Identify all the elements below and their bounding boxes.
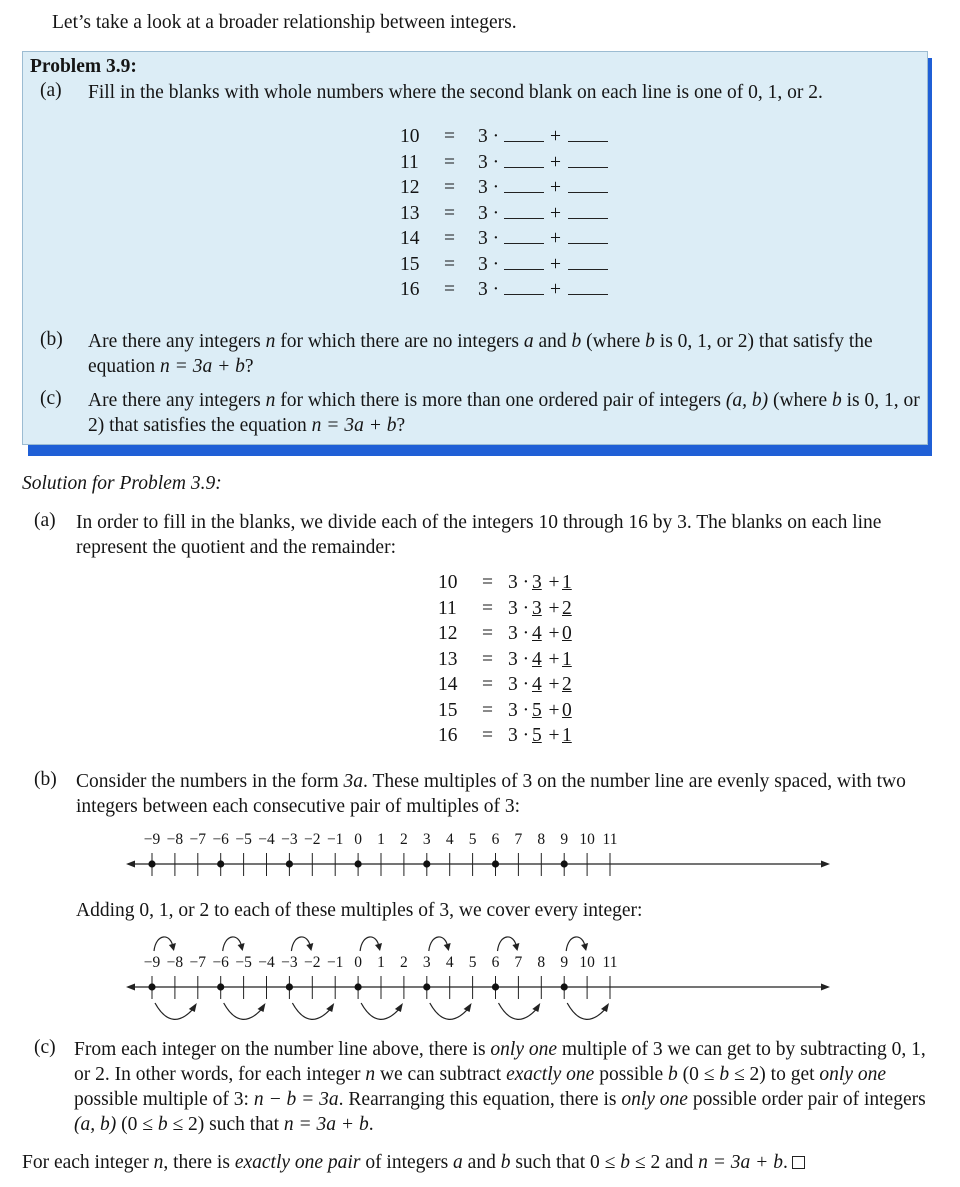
tick-label: −4	[258, 831, 275, 848]
solution-part-b	[34, 769, 944, 819]
add-one-arc	[498, 937, 517, 951]
tick-label: −5	[235, 831, 252, 848]
qed-square-icon	[792, 1156, 805, 1169]
tick-label: 6	[491, 831, 500, 848]
part-text: Are there any integers n for which there is more than one ordered pair of integers (a, b) (where b is 0, 1, or 2) that satisfies the equation n = 3a + b?	[88, 390, 920, 436]
remainder-blank[interactable]	[568, 253, 608, 270]
add-one-arc	[291, 937, 310, 951]
equation-row	[400, 226, 608, 252]
multiple-dot	[217, 860, 224, 867]
equals-sign: =	[482, 648, 493, 670]
multiple-dot	[148, 983, 155, 990]
part-text: From each integer on the number line above, there is only one multiple of 3 we can get to by subtracting 0, 1, or 2. In other words, for each integer n we can subtract exactly one possible b (0 ≤ b ≤ 2) to get only one possible multiple of 3: n − b = 3a. Rearranging this equation, there is only one possible order pair of integers (a, b) (0 ≤ b ≤ 2) such that n = 3a + b.	[74, 1039, 926, 1135]
problem-part-a	[40, 80, 920, 105]
tick-label: 1	[377, 954, 385, 971]
remainder: 0	[562, 699, 572, 721]
add-one-arc	[429, 937, 448, 951]
tick-label: −8	[166, 831, 184, 848]
plus-sign: +	[550, 126, 561, 147]
problem-part-c	[40, 388, 920, 438]
dividend: 12	[400, 177, 420, 198]
tick-label: −3	[281, 831, 298, 848]
add-two-arc	[155, 1003, 195, 1019]
remainder-blank[interactable]	[568, 151, 608, 168]
dividend: 13	[400, 202, 420, 224]
part-label: (c)	[34, 1037, 56, 1058]
multiple-dot	[492, 983, 499, 990]
add-one-arc	[223, 937, 242, 951]
arrowhead-icon	[169, 943, 176, 951]
part-text: Are there any integers n for which there are no integers a and b (where b is 0, 1, or 2) that satisfy the equation n = 3a + b?	[88, 331, 873, 377]
arrowhead-icon	[189, 1003, 197, 1012]
tick-label: 0	[354, 831, 362, 848]
equals-sign: =	[482, 597, 493, 619]
plus-sign: +	[548, 699, 560, 721]
equals-sign: =	[482, 623, 493, 644]
tick-label: −8	[166, 954, 184, 971]
tick-label: 2	[400, 954, 408, 971]
tick-label: −9	[143, 831, 161, 848]
dividend: 10	[400, 126, 420, 147]
quotient: 5	[532, 725, 542, 746]
plus-sign: +	[550, 228, 561, 249]
multiple-dot	[561, 983, 568, 990]
times-three: 3 ·	[478, 202, 500, 224]
multiple-dot	[286, 860, 293, 867]
equation-row	[400, 124, 608, 150]
dividend: 12	[438, 623, 458, 644]
dividend: 10	[438, 572, 458, 593]
tick-label: 2	[400, 831, 408, 848]
blank-equation-table	[400, 124, 608, 303]
add-two-arc	[499, 1003, 539, 1019]
dividend: 11	[400, 151, 419, 173]
tick-label: −1	[326, 831, 344, 848]
part-text: In order to fill in the blanks, we divide each of the integers 10 through 16 by 3. The blanks on each line represent the quotient and the remainder:	[76, 512, 882, 558]
plus-sign: +	[548, 572, 560, 593]
dividend: 14	[400, 228, 420, 249]
equals-sign: =	[482, 572, 493, 593]
left-arrow-icon	[126, 984, 135, 991]
equals-sign: =	[444, 151, 455, 173]
part-text: Consider the numbers in the form 3a. These multiples of 3 on the number line are evenly spaced, with two integers between each consecutive pair of multiples of 3:	[76, 771, 906, 817]
times-three: 3 ·	[508, 699, 530, 721]
part-text: Fill in the blanks with whole numbers where the second blank on each line is one of 0, 1, or 2.	[88, 82, 823, 103]
times-three: 3 ·	[508, 572, 530, 593]
arrowhead-icon	[512, 943, 519, 951]
dividend: 13	[438, 648, 458, 670]
solution-part-a	[34, 510, 944, 560]
solution-row	[438, 621, 572, 647]
plus-sign: +	[548, 623, 560, 644]
right-arrow-icon	[821, 984, 830, 991]
quotient: 3	[532, 572, 542, 593]
multiple-dot	[286, 983, 293, 990]
plus-sign: +	[548, 674, 560, 695]
multiple-dot	[423, 860, 430, 867]
times-three: 3 ·	[508, 623, 530, 644]
times-three: 3 ·	[478, 228, 500, 249]
add-two-arc	[361, 1003, 401, 1019]
solution-row	[438, 647, 572, 673]
solution-row	[438, 723, 572, 749]
tick-label: −7	[189, 831, 207, 848]
equation-row	[400, 150, 608, 176]
dividend: 11	[438, 597, 457, 619]
remainder-blank[interactable]	[568, 202, 608, 219]
equals-sign: =	[444, 126, 455, 147]
equals-sign: =	[444, 228, 455, 249]
arrowhead-icon	[532, 1003, 540, 1012]
remainder: 0	[562, 623, 572, 644]
tick-label: −6	[212, 831, 229, 848]
problem-title: Problem 3.9:	[30, 56, 137, 77]
quotient: 4	[532, 648, 542, 670]
plus-sign: +	[550, 202, 561, 224]
times-three: 3 ·	[478, 151, 500, 173]
equals-sign: =	[482, 725, 493, 746]
tick-label: −3	[281, 954, 298, 971]
solution-row	[438, 672, 572, 698]
part-label: (c)	[40, 388, 62, 409]
adding-text: Adding 0, 1, or 2 to each of these multiples of 3, we cover every integer:	[76, 900, 643, 921]
remainder-blank[interactable]	[568, 176, 608, 193]
intro-text: Let’s take a look at a broader relationship between integers.	[52, 12, 517, 33]
dividend: 16	[438, 725, 458, 746]
arrowhead-icon	[306, 943, 313, 951]
times-three: 3 ·	[478, 279, 500, 300]
equation-row	[400, 201, 608, 227]
dividend: 14	[438, 674, 458, 695]
add-two-arc	[567, 1003, 607, 1019]
tick-label: −6	[212, 954, 229, 971]
number-line-arrows	[120, 925, 840, 1035]
equals-sign: =	[444, 177, 455, 198]
quotient: 4	[532, 623, 542, 644]
add-one-arc	[566, 937, 585, 951]
left-arrow-icon	[126, 861, 135, 868]
remainder-blank[interactable]	[568, 227, 608, 244]
tick-label: 3	[422, 831, 431, 848]
tick-label: −2	[304, 831, 321, 848]
equals-sign: =	[444, 279, 455, 300]
equation-row	[400, 252, 608, 278]
arrowhead-icon	[444, 943, 451, 951]
tick-label: −5	[235, 954, 252, 971]
multiple-dot	[217, 983, 224, 990]
tick-label: 7	[514, 954, 523, 971]
equals-sign: =	[482, 674, 493, 695]
times-three: 3 ·	[508, 725, 530, 746]
quotient: 5	[532, 699, 542, 721]
arrowhead-icon	[464, 1003, 472, 1012]
solution-row	[438, 698, 572, 724]
plus-sign: +	[550, 279, 561, 300]
multiple-dot	[423, 983, 430, 990]
quotient-blank[interactable]	[504, 202, 544, 219]
tick-label: 5	[468, 954, 477, 971]
tick-label: −9	[143, 954, 161, 971]
tick-label: 9	[560, 954, 569, 971]
tick-label: 3	[422, 954, 431, 971]
plus-sign: +	[548, 725, 560, 746]
remainder: 1	[562, 572, 572, 593]
multiple-dot	[355, 860, 362, 867]
times-three: 3 ·	[478, 177, 500, 198]
tick-label: 6	[491, 954, 500, 971]
tick-label: 5	[468, 831, 477, 848]
tick-label: −2	[304, 954, 321, 971]
arrowhead-icon	[581, 943, 588, 951]
quotient-blank[interactable]	[504, 253, 544, 270]
multiple-dot	[148, 860, 155, 867]
tick-label: 10	[579, 831, 595, 848]
plus-sign: +	[550, 253, 561, 275]
arrowhead-icon	[238, 943, 245, 951]
quotient-blank[interactable]	[504, 278, 544, 295]
solution-part-c	[34, 1037, 944, 1137]
quotient: 3	[532, 597, 542, 619]
arrowhead-icon	[375, 943, 382, 951]
quotient-blank[interactable]	[504, 151, 544, 168]
equals-sign: =	[444, 253, 455, 275]
tick-label: −4	[258, 954, 275, 971]
quotient-blank[interactable]	[504, 125, 544, 142]
times-three: 3 ·	[508, 597, 530, 619]
times-three: 3 ·	[508, 674, 530, 695]
equals-sign: =	[482, 699, 493, 721]
equals-sign: =	[444, 202, 455, 224]
multiple-dot	[492, 860, 499, 867]
right-arrow-icon	[821, 861, 830, 868]
solution-equation-table	[438, 570, 572, 749]
tick-label: 8	[537, 831, 546, 848]
quotient-blank[interactable]	[504, 227, 544, 244]
solution-row	[438, 596, 572, 622]
multiple-dot	[355, 983, 362, 990]
arrowhead-icon	[326, 1003, 334, 1012]
part-label: (b)	[34, 769, 57, 790]
tick-label: 0	[354, 954, 362, 971]
add-two-arc	[292, 1003, 332, 1019]
tick-label: 4	[445, 954, 454, 971]
part-label: (a)	[40, 80, 62, 101]
remainder: 1	[562, 725, 572, 746]
solution-title: Solution for Problem 3.9:	[22, 473, 222, 494]
dividend: 15	[438, 699, 458, 721]
tick-label: −1	[326, 954, 344, 971]
part-label: (a)	[34, 510, 56, 531]
add-two-arc	[224, 1003, 264, 1019]
conclusion: For each integer n, there is exactly one pair of integers a and b such that 0 ≤ b ≤ 2 and n = 3a + b.	[22, 1152, 805, 1174]
arrowhead-icon	[601, 1003, 609, 1012]
tick-label: 8	[537, 954, 546, 971]
arrowhead-icon	[258, 1003, 266, 1012]
add-two-arc	[430, 1003, 470, 1019]
remainder-blank[interactable]	[568, 125, 608, 142]
tick-label: −7	[189, 954, 207, 971]
part-label: (b)	[40, 329, 63, 350]
tick-label: 11	[602, 954, 618, 971]
tick-label: 7	[514, 831, 523, 848]
equation-row	[400, 175, 608, 201]
number-line-multiples	[120, 820, 840, 880]
remainder: 1	[562, 648, 572, 670]
tick-label: 9	[560, 831, 569, 848]
plus-sign: +	[550, 151, 561, 173]
times-three: 3 ·	[478, 253, 500, 275]
add-one-arc	[154, 937, 173, 951]
multiple-dot	[561, 860, 568, 867]
remainder-blank[interactable]	[568, 278, 608, 295]
equation-row	[400, 277, 608, 303]
plus-sign: +	[548, 597, 560, 619]
tick-label: 11	[602, 831, 618, 848]
remainder: 2	[562, 674, 572, 695]
quotient: 4	[532, 674, 542, 695]
problem-part-b	[40, 329, 920, 379]
remainder: 2	[562, 597, 572, 619]
quotient-blank[interactable]	[504, 176, 544, 193]
tick-label: 4	[445, 831, 454, 848]
plus-sign: +	[548, 648, 560, 670]
times-three: 3 ·	[478, 126, 500, 147]
dividend: 15	[400, 253, 420, 275]
arrowhead-icon	[395, 1003, 403, 1012]
plus-sign: +	[550, 177, 561, 198]
dividend: 16	[400, 279, 420, 300]
tick-label: 1	[377, 831, 385, 848]
add-one-arc	[360, 937, 379, 951]
tick-label: 10	[579, 954, 595, 971]
times-three: 3 ·	[508, 648, 530, 670]
solution-row	[438, 570, 572, 596]
